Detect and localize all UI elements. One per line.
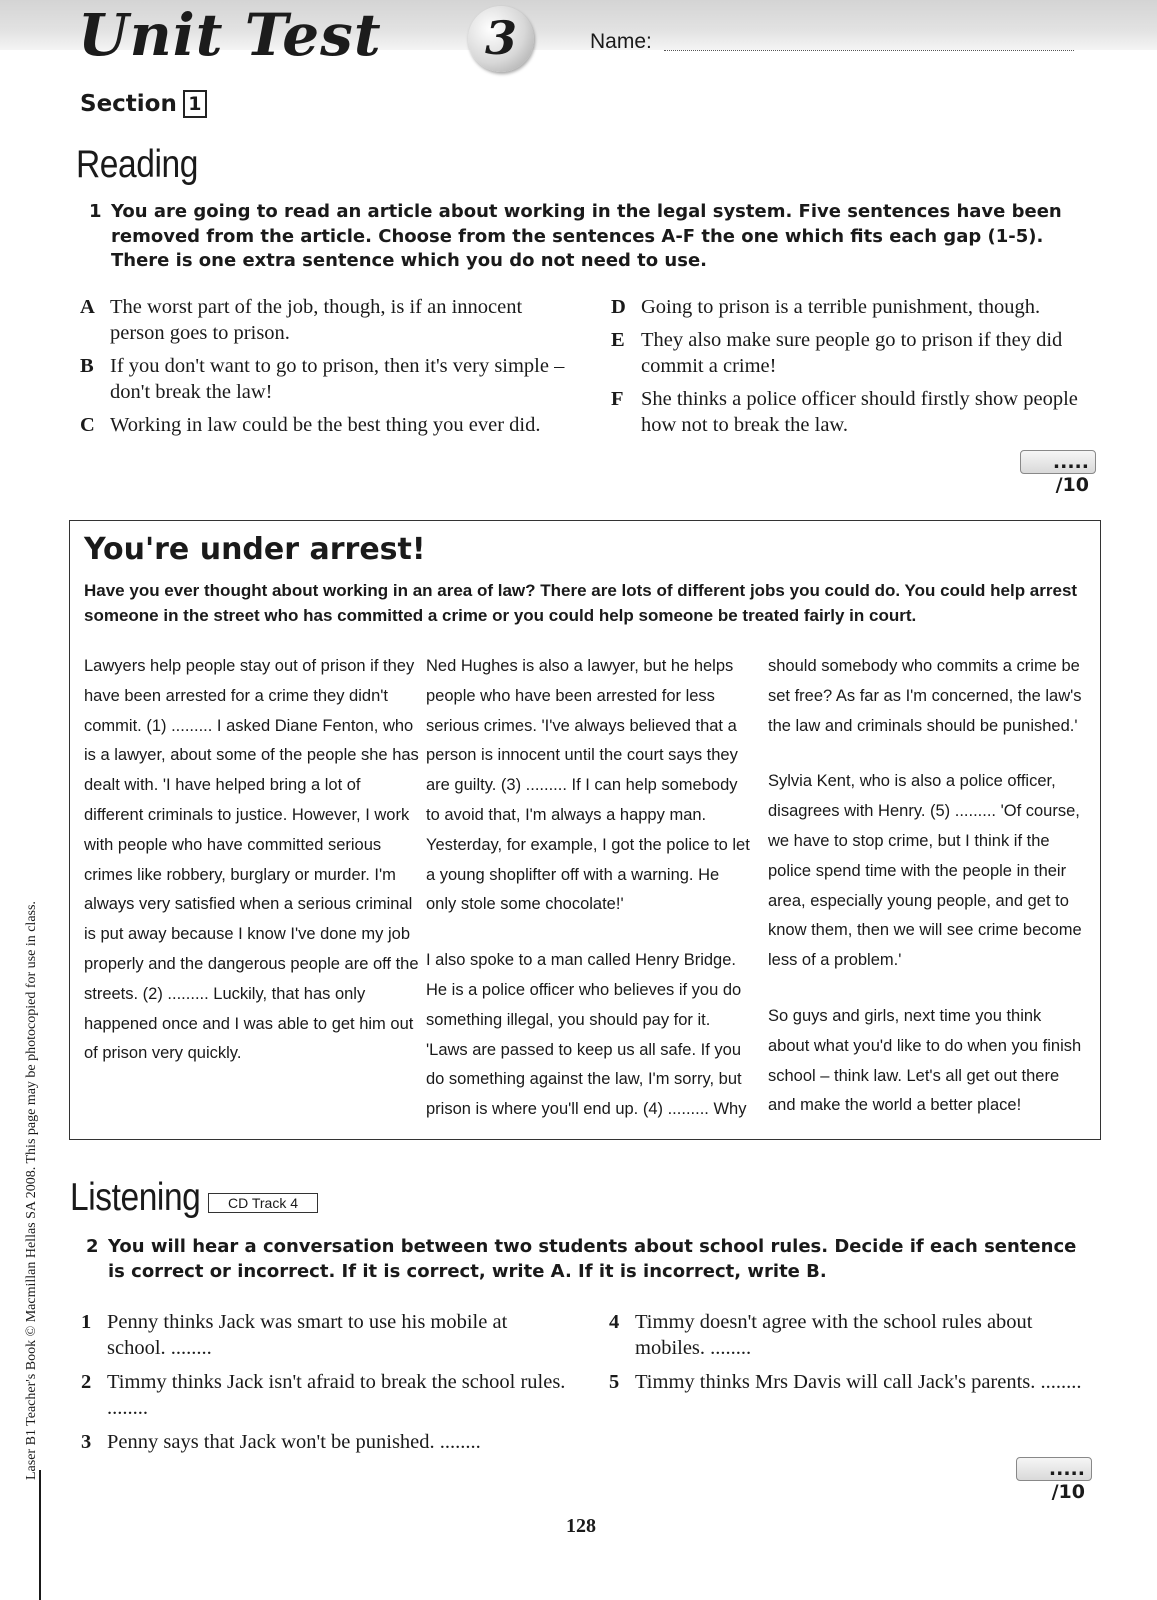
- article-paragraph: Sylvia Kent, who is also a police officer, disagrees with Henry. (5) ......... 'Of course, we have to stop crime, but I think if the police spend time with the people in their area, especially young people, and get to know them, then we will see crime become less of a problem.': [768, 772, 1082, 970]
- statements-right: [609, 1309, 1099, 1403]
- name-label: Name:: [590, 30, 652, 53]
- reading-instruction: 1 You are going to read an article about working in the legal system. Five sentences have been removed from the article. Choose from the sentences A-F the one which fits each gap (1-5). There is one extra sentence which you do not need to use.: [89, 201, 1062, 271]
- option-e: E They also make sure people go to prison if they did commit a crime!: [611, 329, 1063, 377]
- name-field-line[interactable]: [664, 50, 1074, 51]
- section-label: Section 1: [80, 90, 207, 118]
- options-right: [611, 294, 1101, 445]
- instruction-number: 1: [89, 201, 102, 222]
- statement-1: 1 Penny thinks Jack was smart to use his mobile at school. ........: [81, 1311, 508, 1359]
- article-column-3: [768, 652, 1086, 1121]
- article-column-2: [426, 652, 751, 1125]
- margin-rule: [39, 1470, 41, 1600]
- cd-track-badge: CD Track 4: [208, 1193, 318, 1213]
- copyright-side-text: Laser B1 Teacher's Book © Macmillan Hellas SA 2008. This page may be photocopied for use in class.: [24, 901, 39, 1480]
- unit-test-title: Unit Test: [78, 1, 382, 69]
- unit-number-badge: 3: [468, 6, 534, 72]
- listening-score-box: ..... /10: [1016, 1457, 1092, 1481]
- reading-heading: Reading: [76, 143, 198, 186]
- statement-5: 5 Timmy thinks Mrs Davis will call Jack's parents. ........: [609, 1371, 1082, 1393]
- article-column-1: [84, 652, 424, 1069]
- statements-left: [81, 1309, 571, 1463]
- article-paragraph: I also spoke to a man called Henry Bridge. He is a police officer who believes if you do something illegal, you should pay for it. 'Laws are passed to keep us all safe. If you do something against the law, I'm sorry, but prison is where you'll end up. (4) ......... Why: [426, 951, 747, 1119]
- listening-heading: Listening: [70, 1176, 201, 1219]
- options-left: [80, 294, 580, 445]
- article-paragraph: should somebody who commits a crime be set free? As far as I'm concerned, the law's the law and criminals should be punished.': [768, 657, 1082, 735]
- instruction-number: 2: [86, 1236, 99, 1257]
- page-number: 128: [566, 1515, 596, 1537]
- option-c: C Working in law could be the best thing you ever did.: [80, 414, 541, 436]
- section-number-box: 1: [183, 90, 207, 118]
- option-b: B If you don't want to go to prison, then it's very simple – don't break the law!: [80, 355, 565, 403]
- statement-2: 2 Timmy thinks Jack isn't afraid to break the school rules. ........: [81, 1371, 566, 1419]
- option-d: D Going to prison is a terrible punishment, though.: [611, 296, 1041, 318]
- article-paragraph: So guys and girls, next time you think about what you'd like to do when you finish school – think law. Let's all get out there and make the world a better place!: [768, 1006, 1082, 1115]
- listening-instruction: 2 You will hear a conversation between two students about school rules. Decide if each sentence is correct or incorrect. If it is correct, write A. If it is incorrect, write B.: [86, 1236, 1077, 1282]
- article-lead: Have you ever thought about working in an area of law? There are lots of different jobs you could do. You could help arrest someone in the street who has committed a crime or you could help someone be treated fairly in court.: [84, 581, 1078, 625]
- statement-4: 4 Timmy doesn't agree with the school rules about mobiles. ........: [609, 1311, 1033, 1359]
- article-title: You're under arrest!: [84, 532, 426, 567]
- option-f: F She thinks a police officer should firstly show people how not to break the law.: [611, 388, 1078, 436]
- article-paragraph: Lawyers help people stay out of prison if they have been arrested for a crime they didn't commit. (1) ......... I asked Diane Fenton, who is a lawyer, about some of the people she has dealt with. 'I have helped bring a lot of different criminals to justice. However, I work with people who have committed serious crimes like robbery, burglary or murder. I'm always very satisfied when a serious criminal is put away because I know I've done my job properly and the dangerous people are off the streets. (2) ......... Luckily, that has only happened once and I was able to get him out of prison very quickly.: [84, 657, 419, 1063]
- statement-3: 3 Penny says that Jack won't be punished. ........: [81, 1431, 481, 1453]
- reading-score-box: ..... /10: [1020, 450, 1096, 474]
- article-paragraph: Ned Hughes is also a lawyer, but he helps people who have been arrested for less serious crimes. 'I've always believed that a person is innocent until the court says they are guilty. (3) ......... If I can help somebody to avoid that, I'm always a happy man. Yesterday, for example, I got the police to let a young shoplifter off with a warning. He only stole some chocolate!': [426, 657, 750, 914]
- option-a: A The worst part of the job, though, is if an innocent person goes to prison.: [80, 296, 523, 344]
